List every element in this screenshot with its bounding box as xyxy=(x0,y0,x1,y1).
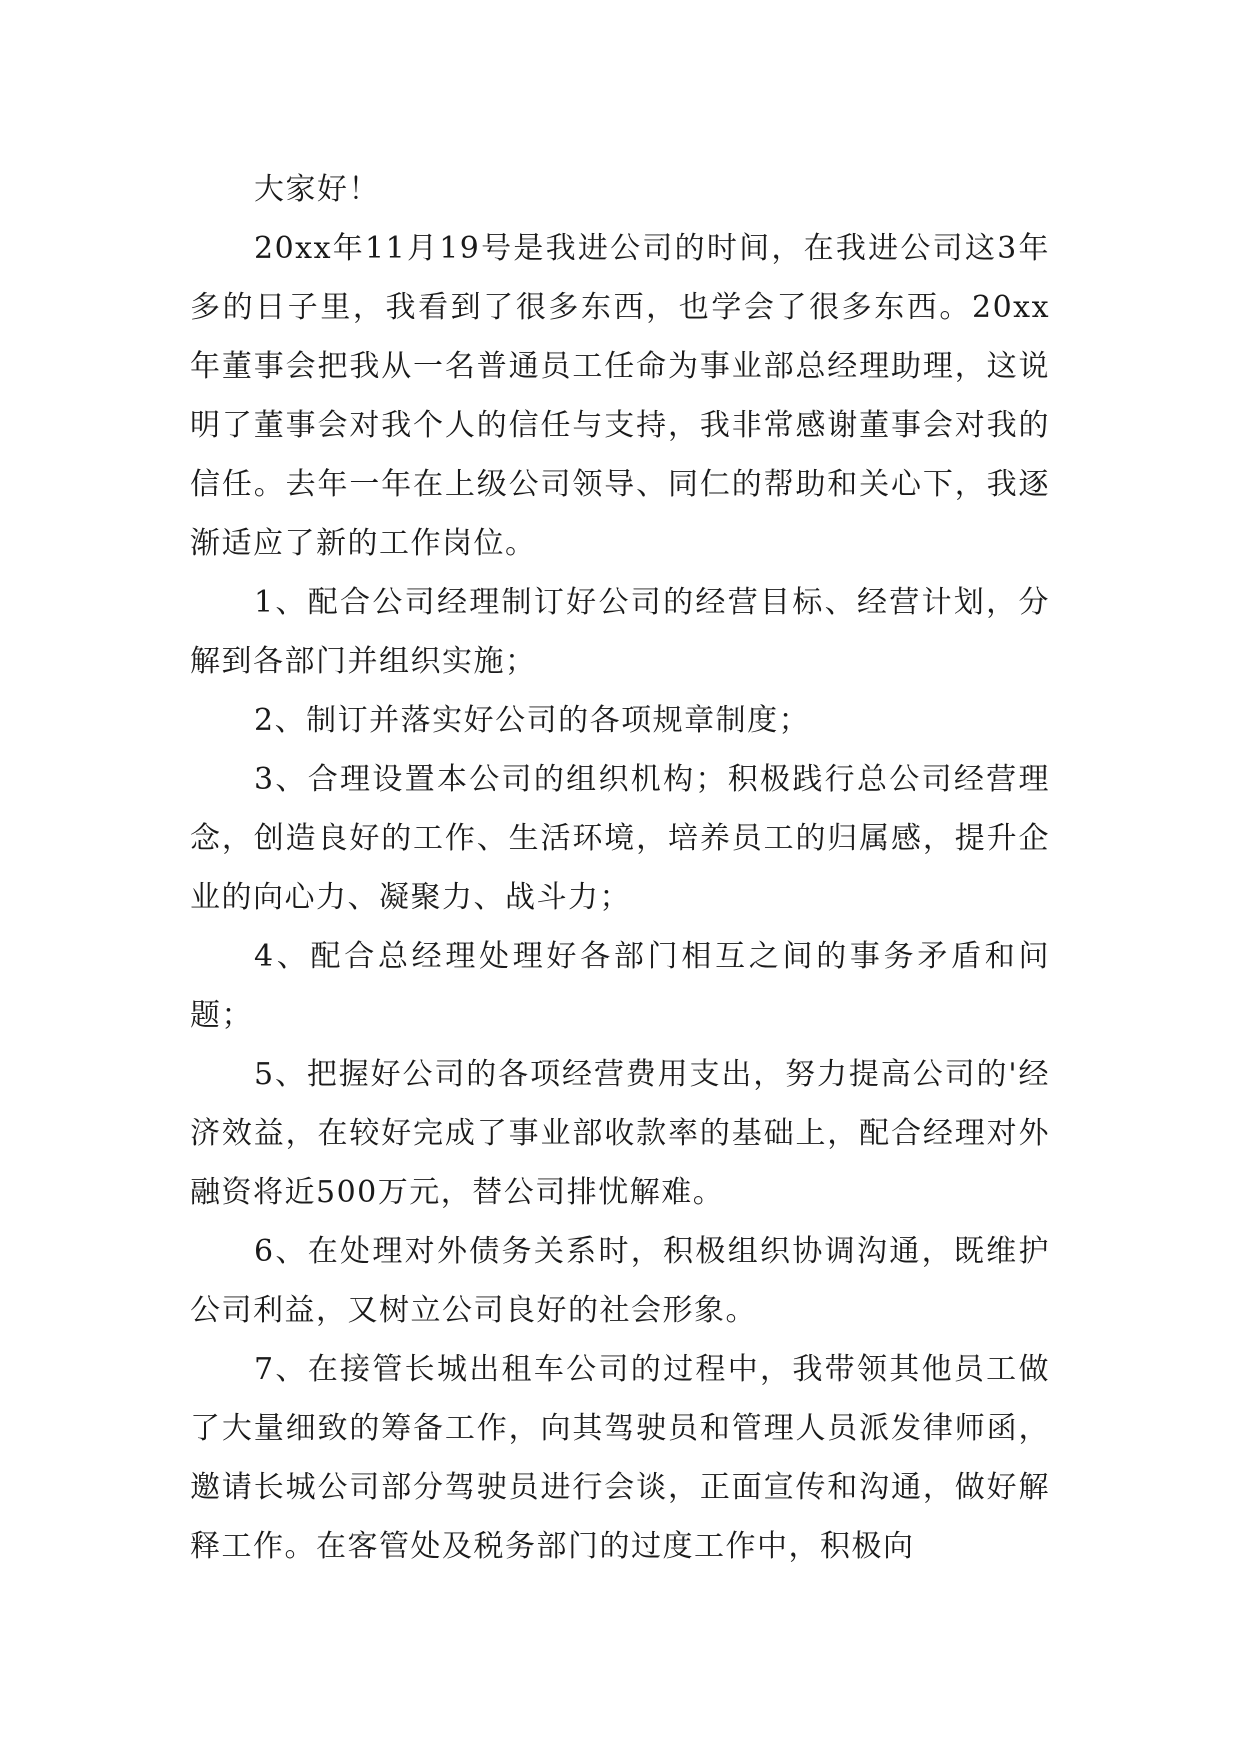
list-item-2: 2、制订并落实好公司的各项规章制度； xyxy=(254,703,811,738)
list-item-6: 6、在处理对外债务关系时，积极组织协调沟通，既维护公司利益，又树立公司良好的社会形象。 xyxy=(190,1234,1050,1328)
list-item-4: 4、配合总经理处理好各部门相互之间的事务矛盾和问题； xyxy=(190,939,1050,1033)
greeting-paragraph: 大家好！ xyxy=(254,172,380,207)
list-item-5: 5、把握好公司的各项经营费用支出，努力提高公司的'经济效益，在较好完成了事业部收款率的基础上，配合经理对外融资将近500万元，替公司排忧解难。 xyxy=(190,1057,1050,1210)
list-item-3: 3、合理设置本公司的组织机构；积极践行总公司经营理念，创造良好的工作、生活环境，培养员工的归属感，提升企业的向心力、凝聚力、战斗力； xyxy=(190,762,1050,915)
intro-paragraph: 20xx年11月19号是我进公司的时间，在我进公司这3年多的日子里，我看到了很多东西，也学会了很多东西。20xx年董事会把我从一名普通员工任命为事业部总经理助理，这说明了董事会对我个人的信任与支持，我非常感谢董事会对我的信任。去年一年在上级公司领导、同仁的帮助和关心下，我逐渐适应了新的工作岗位。 xyxy=(190,231,1050,561)
list-item-7: 7、在接管长城出租车公司的过程中，我带领其他员工做了大量细致的筹备工作，向其驾驶员和管理人员派发律师函，邀请长城公司部分驾驶员进行会谈，正面宣传和沟通，做好解释工作。在客管处及税务部门的过度工作中，积极向 xyxy=(190,1352,1050,1564)
list-item-1: 1、配合公司经理制订好公司的经营目标、经营计划，分解到各部门并组织实施； xyxy=(190,585,1050,679)
document-body xyxy=(190,160,1050,1576)
